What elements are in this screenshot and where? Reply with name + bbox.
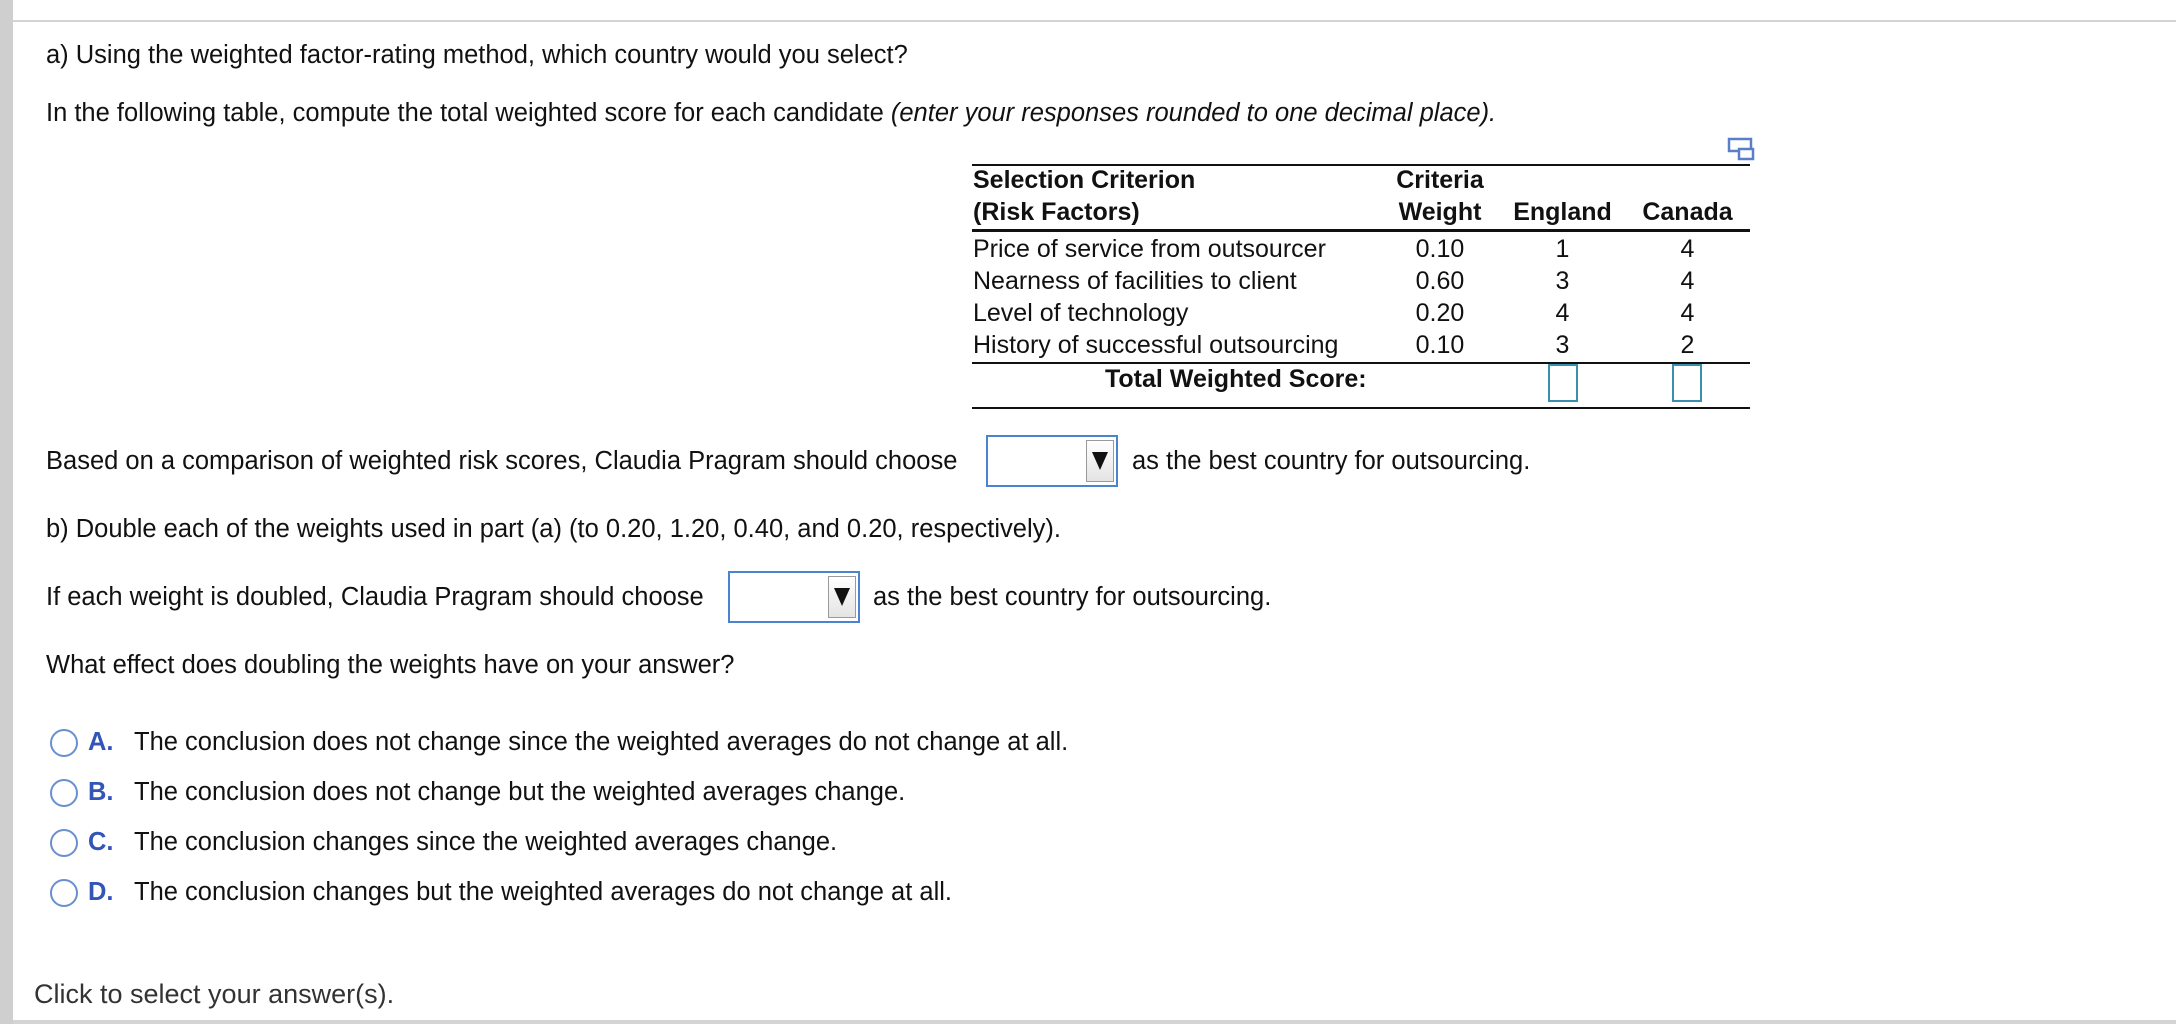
radio-button-b[interactable] (50, 779, 78, 807)
row-1-criterion: Price of service from outsourcer (973, 235, 1326, 263)
row-2-england: 3 (1555, 267, 1570, 295)
row-3-england: 4 (1555, 299, 1570, 327)
dropdown-arrow-icon[interactable] (828, 576, 856, 618)
row-4-england: 3 (1555, 331, 1570, 359)
header-weight-line2: Weight (1398, 198, 1482, 226)
option-b-letter: B. (88, 778, 114, 806)
row-4-weight: 0.10 (1415, 331, 1465, 359)
effect-question: What effect does doubling the weights have on your answer? (46, 651, 735, 679)
part-a-question: a) Using the weighted factor-rating method, which country would you select? (46, 41, 908, 69)
top-divider (13, 20, 2176, 22)
radio-button-a[interactable] (50, 729, 78, 757)
row-1-canada: 4 (1680, 235, 1695, 263)
england-total-input[interactable] (1548, 364, 1578, 402)
row-4-criterion: History of successful outsourcing (973, 331, 1339, 359)
table-header-rule (972, 229, 1750, 232)
part-b-instruction: b) Double each of the weights used in part (a) (to 0.20, 1.20, 0.40, and 0.20, respectively). (46, 515, 1061, 543)
header-criterion-line1: Selection Criterion (973, 166, 1196, 194)
option-d-letter: D. (88, 878, 114, 906)
option-a-text: The conclusion does not change since the weighted averages do not change at all. (134, 728, 1069, 756)
header-weight-line1: Criteria (1396, 166, 1484, 194)
instruction-text: In the following table, compute the total weighted score for each candidate (46, 99, 891, 127)
row-2-criterion: Nearness of facilities to client (973, 267, 1297, 295)
dropdown-arrow-icon[interactable] (1086, 440, 1114, 482)
row-2-weight: 0.60 (1415, 267, 1465, 295)
radio-button-d[interactable] (50, 879, 78, 907)
option-c-text: The conclusion changes since the weighted averages change. (134, 828, 838, 856)
left-frame-border (0, 0, 13, 1024)
canada-total-input[interactable] (1672, 364, 1702, 402)
row-4-canada: 2 (1680, 331, 1695, 359)
row-1-england: 1 (1555, 235, 1570, 263)
option-d-text: The conclusion changes but the weighted averages do not change at all. (134, 878, 952, 906)
radio-button-c[interactable] (50, 829, 78, 857)
header-canada: Canada (1642, 198, 1733, 226)
choice1-text-before: Based on a comparison of weighted risk scores, Claudia Pragram should choose (46, 447, 958, 475)
row-3-canada: 4 (1680, 299, 1695, 327)
country-select-part-b[interactable] (728, 571, 860, 623)
header-criterion-line2: (Risk Factors) (973, 198, 1140, 226)
row-2-canada: 4 (1680, 267, 1695, 295)
bottom-divider (13, 1020, 2176, 1024)
footer-hint: Click to select your answer(s). (34, 979, 395, 1009)
table-instruction (46, 98, 1496, 128)
row-3-criterion: Level of technology (973, 299, 1189, 327)
option-a-letter: A. (88, 728, 114, 756)
choice2-text-after: as the best country for outsourcing. (873, 583, 1272, 611)
choice1-text-after: as the best country for outsourcing. (1132, 447, 1531, 475)
total-weighted-score-label: Total Weighted Score: (1105, 365, 1367, 393)
table-bottom-rule (972, 407, 1750, 409)
choice2-text-before: If each weight is doubled, Claudia Pragram should choose (46, 583, 704, 611)
option-b-text: The conclusion does not change but the weighted averages change. (134, 778, 906, 806)
row-1-weight: 0.10 (1415, 235, 1465, 263)
header-england: England (1513, 198, 1612, 226)
instruction-italic: (enter your responses rounded to one decimal place). (890, 99, 1497, 127)
country-select-part-a[interactable] (986, 435, 1118, 487)
row-3-weight: 0.20 (1415, 299, 1465, 327)
expand-table-icon[interactable] (1727, 137, 1755, 161)
option-c-letter: C. (88, 828, 114, 856)
